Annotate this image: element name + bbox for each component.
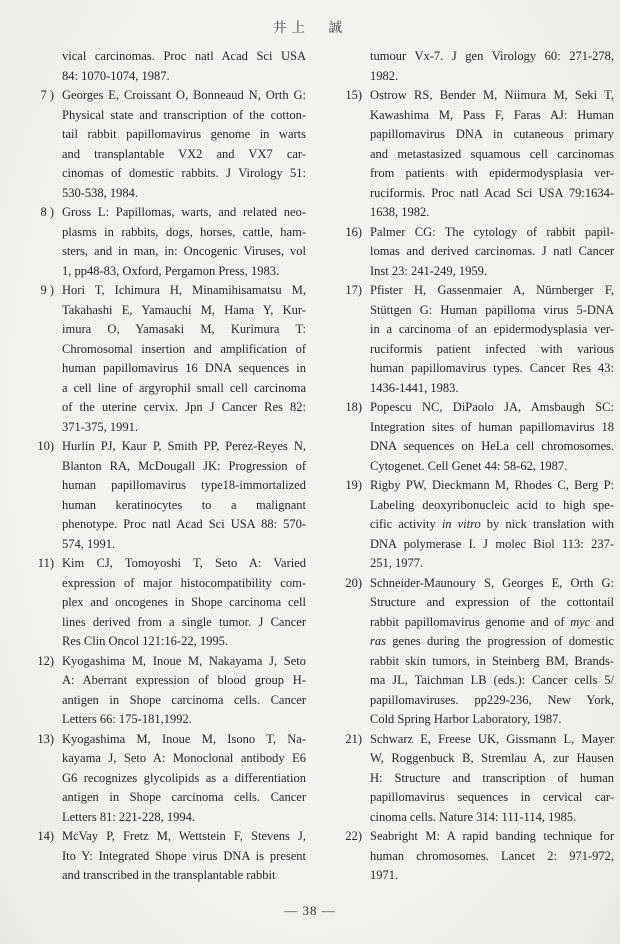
reference-text [62, 47, 306, 86]
reference-line: 371-375, 1991. [62, 419, 139, 434]
reference-text [370, 730, 614, 828]
reference-item [338, 86, 614, 223]
reference-line: Hurlin PJ, Kaur P, Smith PP, Perez-Reyes N, [62, 439, 306, 453]
reference-line: human papillomavirus types. Cancer Res 43: [370, 361, 614, 375]
reference-line: human chromosomes. Lancet 2: 971-972, [370, 848, 614, 863]
reference-number: 7 ) [40, 88, 54, 102]
reference-line: Schneider-Maunoury S, Georges E, Orth G: [370, 575, 614, 590]
text-segment: by nick translation with [480, 517, 614, 531]
reference-number [338, 47, 362, 86]
reference-line: plasms in rabbits, dogs, horses, cattle, ham- [62, 224, 306, 239]
reference-line: Schwarz E, Freese UK, Gissmann L, Mayer [370, 731, 614, 746]
reference-line: 530-538, 1984. [62, 185, 139, 200]
reference-line: human papillomavirus type18-immortalized [62, 478, 306, 492]
reference-line: Kyogashima M, Inoue M, Isono T, Na- [62, 731, 306, 746]
reference-item [30, 203, 306, 281]
reference-item [338, 398, 614, 476]
reference-line: Pfister H, Gassenmaier A, Nürnberger F, [370, 283, 614, 297]
reference-line: Letters 66: 175-181,1992. [62, 712, 192, 726]
text-segment: and [590, 614, 614, 629]
reference-line: lomas and derived carcinomas. J natl Cancer [370, 244, 614, 258]
reference-number: 20) [345, 575, 362, 590]
reference-continuation [30, 47, 306, 86]
reference-line: Kyogashima M, Inoue M, Nakayama J, Seto [62, 653, 306, 668]
text-segment: cific activity [370, 517, 442, 531]
reference-line: 1638, 1982. [370, 205, 430, 219]
reference-line: lines derived from a single tumor. J Cancer [62, 614, 306, 629]
reference-line: Gross L: Papillomas, warts, and related neo- [62, 205, 306, 219]
reference-text [370, 398, 614, 476]
references-column-left [30, 47, 306, 886]
reference-line: Physical state and transcription of the cotton- [62, 107, 306, 122]
reference-line: imura O, Yamasaki M, Kurimura T: [62, 322, 306, 336]
reference-line: Kim CJ, Tomoyoshi T, Seto A: Varied [62, 556, 306, 570]
reference-number: 22) [345, 829, 362, 843]
reference-text [370, 281, 614, 398]
reference-line: ma JL, Taichman LB (eds.): Cancer cells 5/ [370, 673, 614, 687]
reference-line: A: Aberrant expression of blood group H- [62, 673, 306, 687]
reference-line: Ostrow RS, Bender M, Niimura M, Seki T, [370, 88, 614, 102]
reference-line: cinoma cells. Nature 314: 111-114, 1985. [370, 809, 577, 824]
page-header-author: 井上 誠 [273, 20, 347, 35]
reference-line [370, 613, 614, 633]
reference-line: Inst 23: 241-249, 1959. [370, 263, 488, 278]
reference-line: kayama J, Seto A: Monoclonal antibody E6 [62, 751, 306, 765]
reference-line: expression of major histocompatibility com- [62, 575, 306, 590]
reference-text [62, 827, 306, 886]
reference-line: cinomas of domestic rabbits. J Virology 51: [62, 166, 306, 180]
reference-line: antigen in Shope carcinoma cells. Cancer [62, 790, 306, 804]
reference-line: 1436-1441, 1983. [370, 380, 459, 395]
reference-line: Ito Y: Integrated Shope virus DNA is present [62, 848, 306, 863]
text-segment: rabbit papillomavirus genome and of [370, 614, 571, 629]
reference-line: Palmer CG: The cytology of rabbit papil- [370, 224, 614, 239]
reference-text [62, 203, 306, 281]
reference-line [370, 515, 614, 535]
reference-continuation [338, 47, 614, 86]
reference-number: 10) [37, 439, 54, 453]
reference-text [62, 554, 306, 652]
reference-text [370, 223, 614, 282]
reference-line: human papillomavirus 16 DNA sequences in [62, 361, 306, 375]
reference-item [30, 827, 306, 886]
reference-line: papillomavirus sequences in cervical car- [370, 790, 614, 804]
reference-number: 15) [345, 88, 362, 102]
reference-line: 251, 1977. [370, 556, 424, 570]
reference-line: vical carcinomas. Proc natl Acad Sci USA [62, 49, 306, 63]
reference-number: 19) [345, 478, 362, 492]
reference-line: papillomavirus DNA in cutaneous primary [370, 127, 614, 141]
reference-item [338, 827, 614, 886]
reference-text [370, 86, 614, 223]
reference-number: 17) [345, 283, 362, 297]
reference-line: W, Roggenbuck B, Stremlau A, zur Hausen [370, 751, 614, 765]
reference-line: Stüttgen G: Human papilloma virus 5-DNA [370, 302, 614, 317]
reference-text [62, 281, 306, 437]
reference-item [338, 223, 614, 282]
reference-line: Kawashima M, Pass F, Faras AJ: Human [370, 107, 614, 122]
reference-text [370, 827, 614, 886]
reference-line: 1971. [370, 868, 399, 882]
reference-number: 21) [345, 731, 362, 746]
reference-line: McVay P, Fretz M, Wettstein F, Stevens J, [62, 829, 306, 843]
reference-line: Hori T, Ichimura H, Minamihisamatsu M, [62, 283, 306, 297]
reference-line: human keratinocytes to a malignant [62, 497, 306, 512]
reference-line: Takahashi E, Yamauchi M, Hama Y, Kur- [62, 302, 306, 317]
page-number: — 38 — [284, 903, 336, 918]
reference-line: plex and oncogenes in Shope carcinoma cell [62, 595, 306, 609]
reference-line: Rigby PW, Dieckmann M, Rhodes C, Berg P: [370, 478, 614, 492]
reference-item [338, 476, 614, 574]
reference-item [30, 652, 306, 730]
reference-item [30, 86, 306, 203]
reference-item [30, 554, 306, 652]
reference-line: antigen in Shope carcinoma cells. Cancer [62, 692, 306, 707]
reference-item [30, 281, 306, 437]
reference-line: Structure and expression of the cottontail [370, 595, 614, 609]
reference-item [30, 730, 306, 828]
reference-number: 13) [37, 731, 54, 746]
reference-line: 1, pp48-83, Oxford, Pergamon Press, 1983. [62, 263, 280, 278]
reference-text [370, 47, 614, 86]
reference-text [62, 652, 306, 730]
reference-item [30, 437, 306, 554]
reference-text [62, 86, 306, 203]
text-segment: genes during the progression of domestic [385, 634, 614, 648]
reference-line: Popescu NC, DiPaolo JA, Amsbaugh SC: [370, 400, 614, 414]
reference-line: Blanton RA, McDougall JK: Progression of [62, 458, 306, 473]
reference-line: 1982. [370, 68, 399, 83]
reference-item [338, 574, 614, 730]
reference-line: in a carcinoma of an epidermodysplasia ver- [370, 322, 614, 336]
reference-line: Cytogenet. Cell Genet 44: 58-62, 1987. [370, 458, 568, 473]
reference-line: Labeling deoxyribonucleic acid to high spe- [370, 497, 614, 512]
reference-number [30, 47, 54, 86]
reference-line: of the uterine cervix. Jpn J Cancer Res 82: [62, 400, 306, 414]
reference-number: 16) [345, 224, 362, 239]
reference-line: a cell line of argyrophil small cell carcinoma [62, 380, 306, 395]
reference-line: DNA polymerase I. J molec Biol 113: 237- [370, 536, 614, 551]
reference-line [370, 632, 614, 652]
reference-number: 18) [345, 400, 362, 414]
reference-line: Res Clin Oncol 121:16-22, 1995. [62, 634, 228, 648]
reference-item [338, 281, 614, 398]
italic-text: in vitro [441, 517, 481, 531]
reference-line: DNA sequences on HeLa cell chromosomes. [370, 439, 614, 453]
reference-line: and transplantable VX2 and VX7 car- [62, 146, 306, 161]
italic-text: ras [370, 634, 386, 648]
references-column-right [338, 47, 614, 886]
reference-line: and transcribed in the transplantable rabbit [62, 868, 276, 882]
reference-line: from patients with epidermodysplasia ver- [370, 166, 614, 180]
reference-text [62, 730, 306, 828]
reference-number: 11) [37, 556, 54, 570]
reference-line: ruciformis. Proc natl Acad Sci USA 79:1634- [370, 185, 614, 200]
reference-text [370, 574, 614, 730]
reference-line: 84: 1070-1074, 1987. [62, 68, 170, 83]
reference-line: Georges E, Croissant O, Bonneaud N, Orth G: [62, 88, 306, 102]
reference-line: Chromosomal insertion and amplification of [62, 341, 306, 356]
reference-number: 12) [37, 653, 54, 668]
reference-number: 8 ) [40, 205, 54, 219]
reference-line: sters, and in man, in: Oncogenic Viruses, vol [62, 244, 306, 258]
reference-line: phenotype. Proc natl Acad Sci USA 88: 570- [62, 517, 306, 531]
reference-line: 574, 1991. [62, 536, 116, 551]
reference-text [62, 437, 306, 554]
reference-line: Cold Spring Harbor Laboratory, 1987. [370, 712, 562, 726]
reference-line: and metastasized squamous cell carcinomas [370, 146, 614, 161]
italic-text: myc [570, 614, 591, 629]
reference-number: 9 ) [40, 283, 54, 297]
reference-line: rabbit skin tumors, in Steinberg BM, Brands- [370, 653, 614, 668]
reference-line: Letters 81: 221-228, 1994. [62, 809, 195, 824]
reference-line: H: Structure and transcription of human [370, 770, 614, 785]
reference-text [370, 476, 614, 574]
reference-line: Seabright M: A rapid banding technique for [370, 829, 614, 843]
reference-line: tail rabbit papillomavirus genome in warts [62, 127, 306, 141]
reference-line: Integration sites of human papillomavirus 18 [370, 419, 614, 434]
reference-line: papillomaviruses. pp229-236, New York, [370, 692, 614, 707]
reference-line: ruciformis patient infected with various [370, 341, 614, 356]
reference-line: tumour Vx-7. J gen Virology 60: 271-278, [370, 49, 614, 63]
reference-number: 14) [37, 829, 54, 843]
reference-line: G6 recognizes glycolipids as a differentiation [62, 770, 306, 785]
reference-item [338, 730, 614, 828]
